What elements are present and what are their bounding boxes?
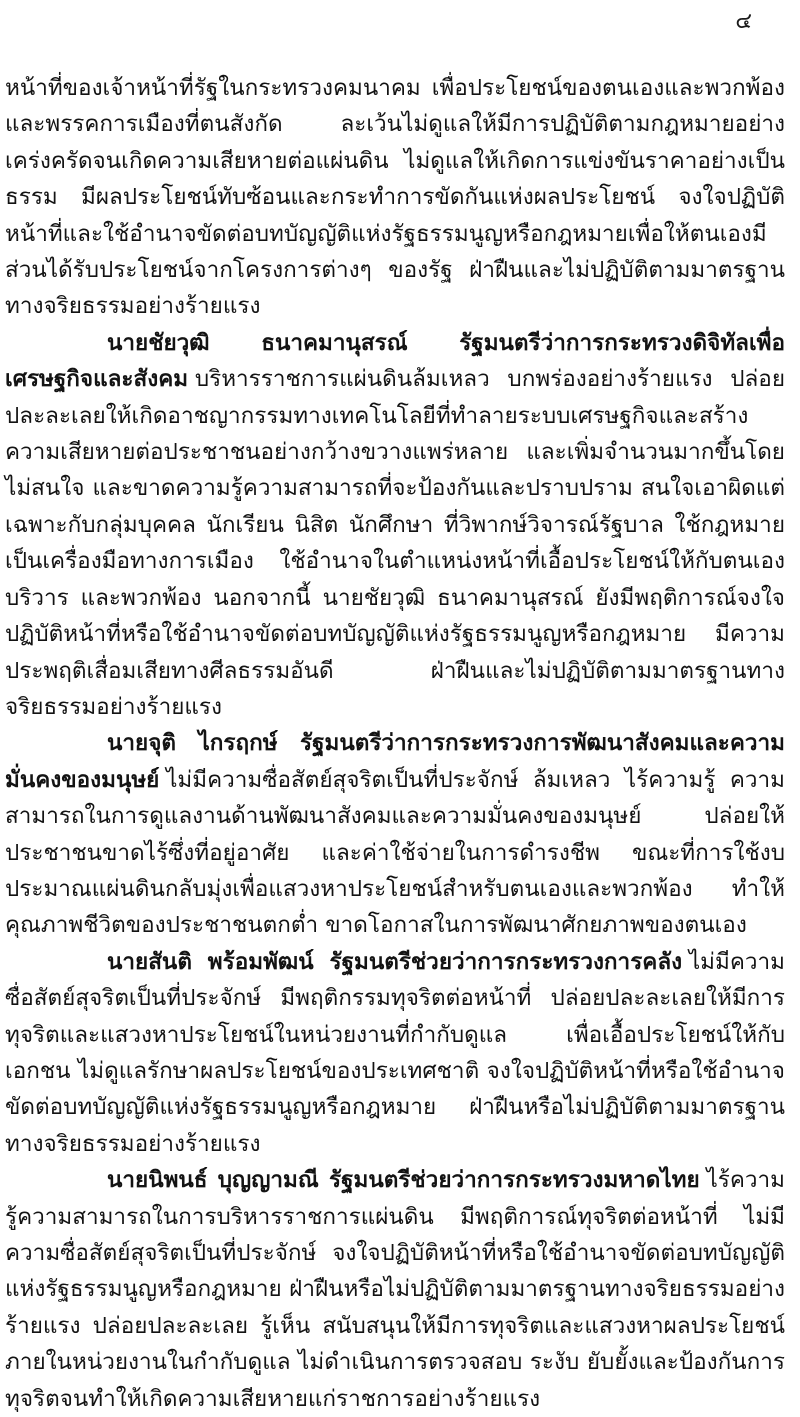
paragraph-continuation [5,70,785,325]
paragraph-text: ไร้ความรู้ความสามารถในการบริหารราชการแผ่นดิน มีพฤติการณ์ทุจริตต่อหน้าที่ ไม่มีความซื่อสัตย์สุจริตเป็นที่ประจักษ์ จงใจปฏิบัติหน้าที่หรือใช้อำนาจขัดต่อบทบัญญัติแห่งรัฐธรรมนูญหรือกฎหมาย ฝ่าฝืนหรือไม่ปฏิบัติตามมาตรฐานทางจริยธรรมอย่างร้ายแรง ปล่อยปละละเลย รู้เห็น สนับสนุนให้มีการทุจริตและแสวงหาผลประโยชน์ภายในหน่วยงานในกำกับดูแล ไม่ดำเนินการตรวจสอบ ระงับ ยับยั้งและป้องกันการทุจริตจนทำให้เกิดความเสียหายแก่ราชการอย่างร้ายแรง [5,1167,785,1412]
minister-name: นายสันติ พร้อมพัฒน์ รัฐมนตรีช่วยว่าการกระทรวงการคลัง [107,948,683,975]
page-number: ๔ [735,9,752,34]
document-body [5,70,785,1417]
paragraph-text: ไม่มีความซื่อสัตย์สุจริตเป็นที่ประจักษ์ มีพฤติกรรมทุจริตต่อหน้าที่ ปล่อยปละละเลยให้มีการทุจริตและแสวงหาประโยชน์ในหน่วยงานที่กำกับดูแล เพื่อเอื้อประโยชน์ให้กับเอกชน ไม่ดูแลรักษาผลประโยชน์ของประเทศชาติ จงใจปฏิบัติหน้าที่หรือใช้อำนาจขัดต่อบทบัญญัติแห่งรัฐธรรมนูญหรือกฎหมาย ฝ่าฝืนหรือไม่ปฏิบัติตามมาตรฐานทางจริยธรรมอย่างร้ายแรง [5,948,785,1157]
paragraph-minister-social-development [5,725,785,943]
paragraph-minister-digital-economy [5,325,785,725]
minister-name: นายจุติ ไกรฤกษ์ รัฐมนตรีว่าการกระทรวงการพัฒนาสังคมและความมั่นคงของมนุษย์ [5,730,785,793]
paragraph-text: ไม่มีความซื่อสัตย์สุจริตเป็นที่ประจักษ์ ล้มเหลว ไร้ความรู้ ความสามารถในการดูแลงานด้านพัฒนาสังคมและความมั่นคงของมนุษย์ ปล่อยให้ประชาชนขาดไร้ซึ่งที่อยู่อาศัย และค่าใช้จ่ายในการดำรงชีพ ขณะที่การใช้งบประมาณแผ่นดินกลับมุ่งเพื่อแสวงหาประโยชน์สำหรับตนเองและพวกพ้อง ทำให้คุณภาพชีวิตของประชาชนตกต่ำ ขาดโอกาสในการพัฒนาศักยภาพของตนเอง [5,766,785,939]
paragraph-deputy-minister-interior [5,1162,785,1417]
minister-name: นายนิพนธ์ บุญญามณี รัฐมนตรีช่วยว่าการกระทรวงมหาดไทย [107,1167,700,1194]
paragraph-text: บริหารราชการแผ่นดินล้มเหลว บกพร่องอย่างร้ายแรง ปล่อยปละละเลยให้เกิดอาชญากรรมทางเทคโนโลยีที่ทำลายระบบเศรษฐกิจและสร้างความเสียหายต่อประชาชนอย่างกว้างขวางแพร่หลาย และเพิ่มจำนวนมากขึ้นโดยไม่สนใจ และขาดความรู้ความสามารถที่จะป้องกันและปราบปราม สนใจเอาผิดแต่เฉพาะกับกลุ่มบุคคล นักเรียน นิสิต นักศึกษา ที่วิพากษ์วิจารณ์รัฐบาล ใช้กฎหมายเป็นเครื่องมือทางการเมือง ใช้อำนาจในตำแหน่งหน้าที่เอื้อประโยชน์ให้กับตนเอง บริวาร และพวกพ้อง นอกจากนี้ นายชัยวุฒิ ธนาคมานุสรณ์ ยังมีพฤติการณ์จงใจปฏิบัติหน้าที่หรือใช้อำนาจขัดต่อบทบัญญัติแห่งรัฐธรรมนูญหรือกฎหมาย มีความประพฤติเสื่อมเสียทางศีลธรรมอันดี ฝ่าฝืนและไม่ปฏิบัติตามมาตรฐานทางจริยธรรมอย่างร้ายแรง [5,366,785,720]
minister-name: นายชัยวุฒิ ธนาคมานุสรณ์ รัฐมนตรีว่าการกระทรวงดิจิทัลเพื่อเศรษฐกิจและสังคม [5,329,785,393]
paragraph-deputy-minister-finance [5,944,785,1162]
paragraph-text: หน้าที่ของเจ้าหน้าที่รัฐในกระทรวงคมนาคม เพื่อประโยชน์ของตนเองและพวกพ้อง และพรรคการเมืองที่ตนสังกัด ละเว้นไม่ดูแลให้มีการปฏิบัติตามกฎหมายอย่างเคร่งครัดจนเกิดความเสียหายต่อแผ่นดิน ไม่ดูแลให้เกิดการแข่งขันราคาอย่างเป็นธรรม มีผลประโยชน์ทับซ้อนและกระทำการขัดกันแห่งผลประโยชน์ จงใจปฏิบัติหน้าที่และใช้อำนาจขัดต่อบทบัญญัติแห่งรัฐธรรมนูญหรือกฎหมายเพื่อให้ตนเองมีส่วนได้รับประโยชน์จากโครงการต่างๆ ของรัฐ ฝ่าฝืนและไม่ปฏิบัติตามมาตรฐานทางจริยธรรมอย่างร้ายแรง [5,75,785,320]
